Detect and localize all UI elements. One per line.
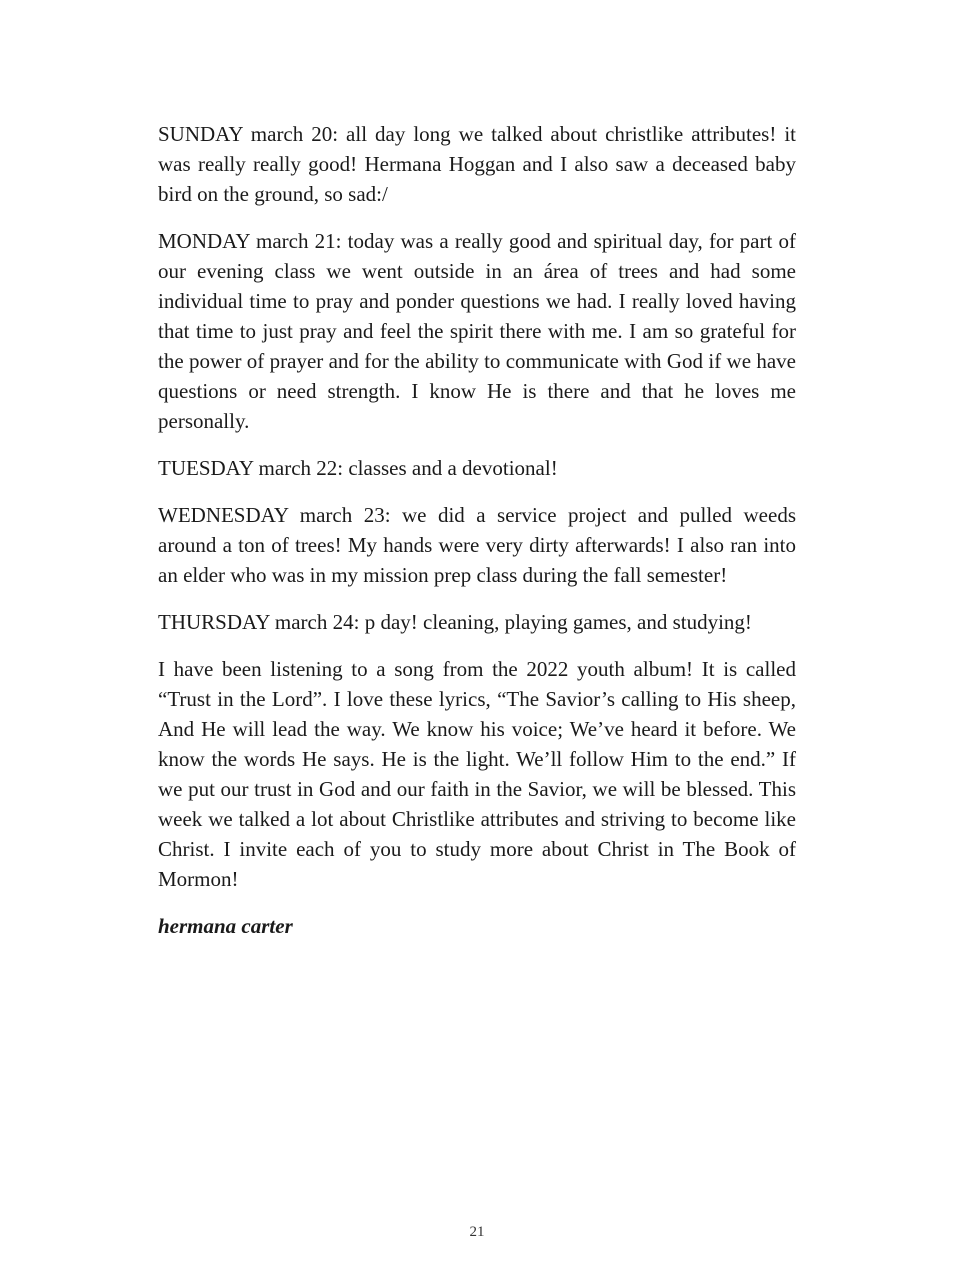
signature: hermana carter [158, 914, 293, 938]
entry-tuesday: TUESDAY march 22: classes and a devotional! [158, 456, 558, 480]
entry-monday: MONDAY march 21: today was a really good and spiritual day, for part of our evening class we went outside in an área of trees and had some individual time to pray and ponder questions we had. I really loved having that time to just pray and feel the spirit there with me. I am so grateful for the power of prayer and for the ability to communicate with God if we have questions or need strength. I know He is there and that he loves me personally. [158, 229, 796, 433]
entry-sunday: SUNDAY march 20: all day long we talked about christlike attributes! it was really really good! Hermana Hoggan and I also saw a deceased baby bird on the ground, so sad:/ [158, 122, 796, 206]
page-number: 21 [469, 1224, 485, 1240]
closing-paragraph: I have been listening to a song from the 2022 youth album! It is called “Trust in the Lord”. I love these lyrics, “The Savior’s calling to His sheep, And He will lead the way. We know his voice; We’ve heard it before. We know the words He says. He is the light. We’ll follow Him to the end.” If we put our trust in God and our faith in the Savior, we will be blessed. This week we talked a lot about Christlike attributes and striving to become like Christ. I invite each of you to study more about Christ in The Book of Mormon! [158, 657, 796, 891]
entry-wednesday: WEDNESDAY march 23: we did a service project and pulled weeds around a ton of trees! My hands were very dirty afterwards! I also ran into an elder who was in my mission prep class during the fall semester! [158, 503, 796, 587]
entry-thursday: THURSDAY march 24: p day! cleaning, playing games, and studying! [158, 610, 752, 634]
document-body [158, 119, 796, 941]
